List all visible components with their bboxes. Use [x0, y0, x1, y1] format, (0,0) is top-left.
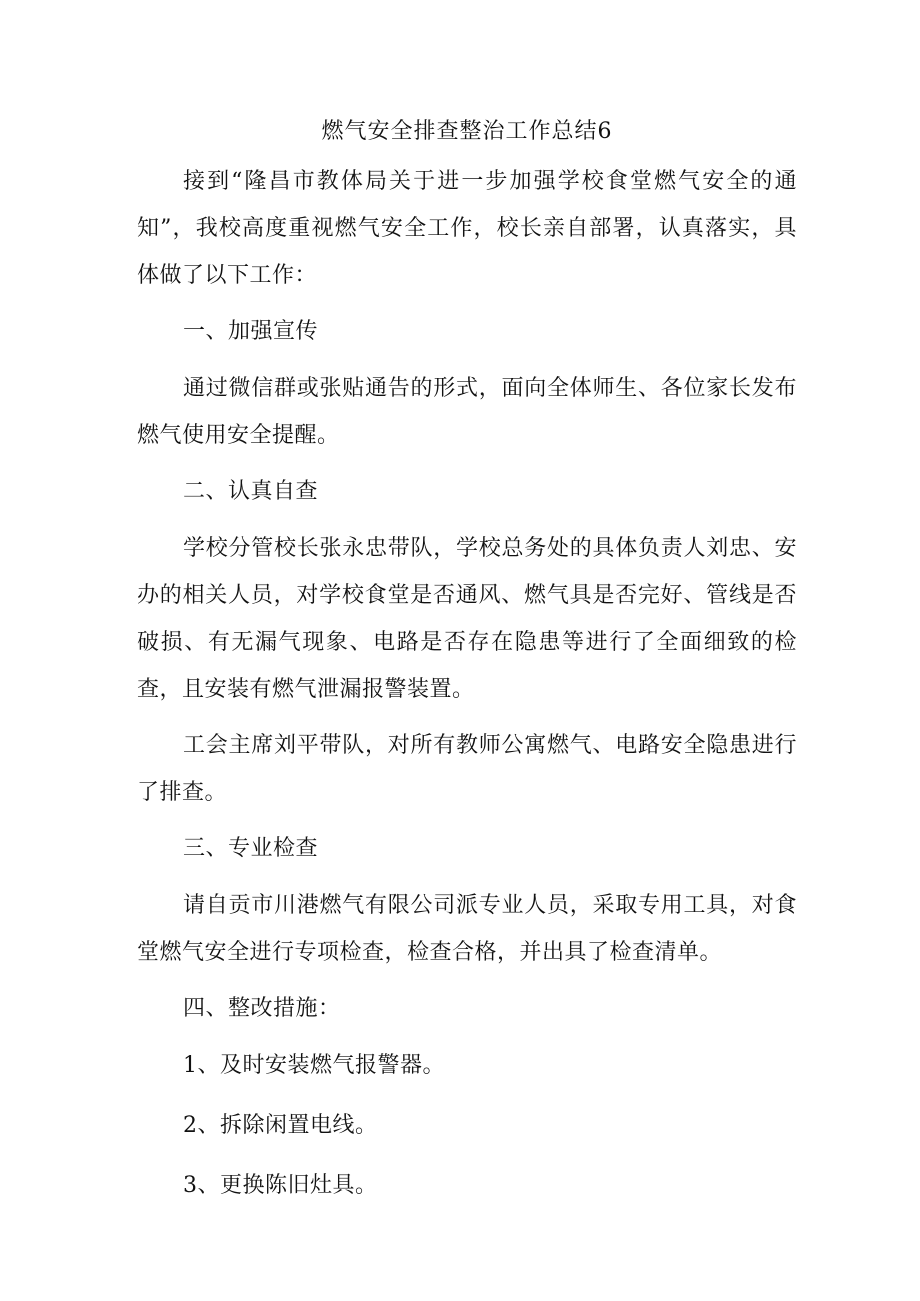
section-2-paragraph-2: 工会主席刘平带队，对所有教师公寓燃气、电路安全隐患进行了排查。	[137, 733, 797, 805]
intro-paragraph: 接到“隆昌市教体局关于进一步加强学校食堂燃气安全的通知”，我校高度重视燃气安全工作，校长亲自部署，认真落实，具体做了以下工作：	[137, 169, 797, 288]
measure-item-1: 1、及时安装燃气报警器。	[183, 1053, 445, 1078]
section-heading-3: 三、专业检查	[183, 836, 319, 861]
section-heading-4: 四、整改措施：	[183, 996, 341, 1021]
document-title: 燃气安全排查整治工作总结6	[321, 119, 613, 144]
measure-item-2: 2、拆除闲置电线。	[183, 1113, 378, 1138]
section-1-paragraph-1: 通过微信群或张贴通告的形式，面向全体师生、各位家长发布燃气使用安全提醒。	[137, 376, 797, 448]
section-2-paragraph-1: 学校分管校长张永忠带队，学校总务处的具体负责人刘忠、安办的相关人员，对学校食堂是否通风、燃气具是否完好、管线是否破损、有无漏气现象、电路是否存在隐患等进行了全面细致的检查，且安装有燃气泄漏报警装置。	[137, 536, 797, 702]
section-3-paragraph-1: 请自贡市川港燃气有限公司派专业人员，采取专用工具，对食堂燃气安全进行专项检查，检查合格，并出具了检查清单。	[137, 893, 797, 965]
measure-item-3: 3、更换陈旧灶具。	[183, 1173, 378, 1198]
document-body	[137, 112, 797, 1222]
section-heading-1: 一、加强宣传	[183, 319, 319, 344]
section-heading-2: 二、认真自查	[183, 479, 319, 504]
